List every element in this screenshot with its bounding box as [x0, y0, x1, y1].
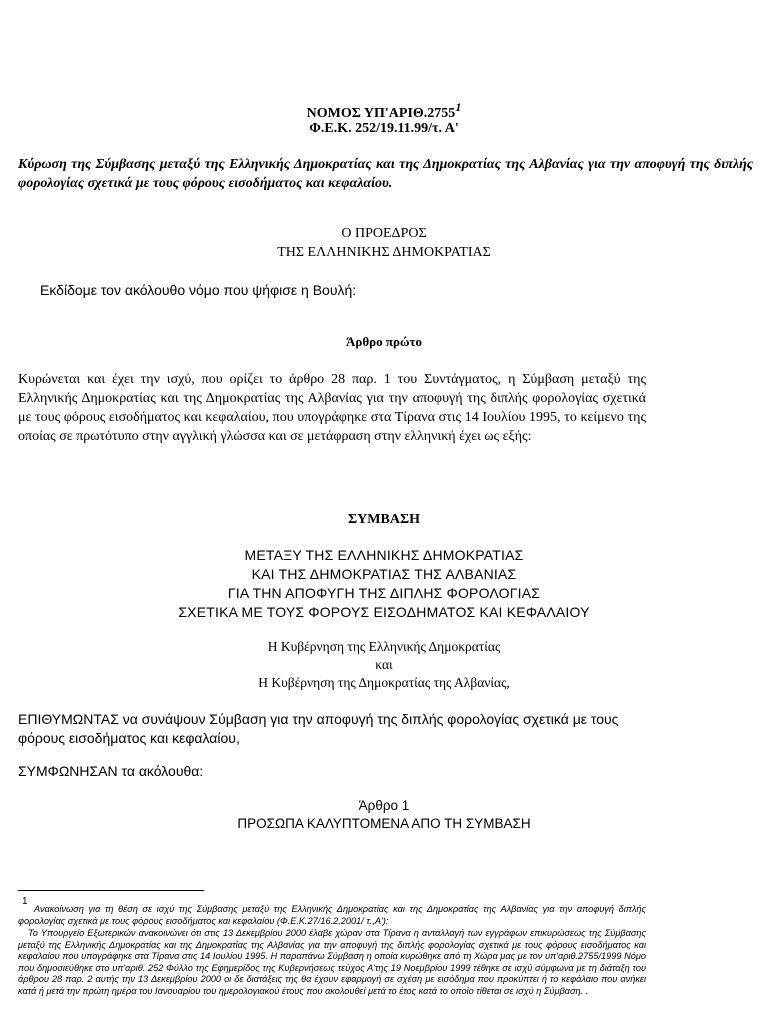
- conjunction-and: και: [375, 657, 393, 672]
- article-first-heading: Άρθρο πρώτο: [346, 334, 422, 349]
- convention-subtitle-line-1: ΜΕΤΑΞΥ ΤΗΣ ΕΛΛΗΝΙΚΗΣ ΔΗΜΟΚΡΑΤΙΑΣ: [244, 547, 524, 563]
- footnote-separator: [18, 890, 204, 891]
- footnote-line-1: Ανακοίνωση για τη θέση σε ισχύ της Σύμβασης μεταξύ της Ελληνικής Δημοκρατίας και της Δημοκρατίας της Αλβανίας για την αποφυγή διπλής φορολογίας σχετικά με τους φόρους εισοδήματος και κεφαλαίου (Φ.Ε.Κ.27/16.2.2001/ τ.,Α'):: [18, 904, 646, 926]
- law-title: [0, 100, 768, 122]
- law-subtitle: Κύρωση της Σύμβασης μεταξύ της Ελληνικής Δημοκρατίας και της Δημοκρατίας της Αλβανίας για την αποφυγή της διπλής φορολογίας σχετικά με τους φόρους εισοδήματος και κεφαλαίου.: [18, 157, 753, 191]
- government-greece: Η Κυβέρνηση της Ελληνικής Δημοκρατίας: [267, 639, 501, 654]
- footnote-number: 1: [22, 896, 28, 907]
- convention-subtitle-line-2: ΚΑΙ ΤΗΣ ΔΗΜΟΚΡΑΤΙΑΣ ΤΗΣ ΑΛΒΑΝΙΑΣ: [251, 566, 517, 582]
- promulgation-text: Εκδίδομε τον ακόλουθο νόμο που ψήφισε η Βουλή:: [40, 282, 357, 298]
- agreed-clause: ΣΥΜΦΩΝΗΣΑΝ τα ακόλουθα:: [18, 763, 204, 779]
- convention-subtitle-line-3: ΓΙΑ ΤΗΝ ΑΠΟΦΥΓΗ ΤΗΣ ΔΙΠΛΗΣ ΦΟΡΟΛΟΓΙΑΣ: [227, 585, 541, 601]
- convention-title: ΣΥΜΒΑΣΗ: [348, 512, 420, 527]
- law-title-text: ΝΟΜΟΣ ΥΠ'ΑΡΙΘ.2755: [306, 106, 456, 121]
- desiring-clause: ΕΠΙΘΥΜΩΝΤΑΣ να συνάψουν Σύμβαση για την αποφυγή της διπλής φορολογίας σχετικά με τους φόρους εισοδήματος και κεφαλαίου,: [18, 711, 619, 746]
- article-1-title: ΠΡΟΣΩΠΑ ΚΑΛΥΠΤΟΜΕΝΑ ΑΠΟ ΤΗ ΣΥΜΒΑΣΗ: [237, 816, 531, 831]
- footnote-body: Το Υπουργείο Εξωτερικών ανακοινώνει ότι στις 13 Δεκεμβρίου 2000 έλαβε χώραν στα Τίρανα η ανταλλαγή των εγγράφων επικυρώσεως της Σύμβασης μεταξύ της Ελληνικής Δημοκρατίας και της Δημοκρατίας της Αλβανίας για την αποφυγή της διπλής φορολογίας σχετικά με τους φόρους εισοδήματος και κεφαλαίου που υπογράφηκε στα Τίρανα στις 14 Ιουλίου 1995. Η παραπάνω Σύμβαση η οποία κυρώθηκε από τη Χώρα μας με τον υπ'αριθ.2755/1999 Νόμο που δημοσιεύθηκε στο υπ'αριθ. 252 Φύλλο της Εφημερίδος της Κυβερνήσεως τεύχος Α'της 19 Νοεμβρίου 1999 τέθηκε σε ισχύ σύμφωνα με τη διάταξη του άρθρου 28 παρ. 2 αυτής την 13 Δεκεμβρίου 2000 οι δε διατάξεις της θα έχουν εφαρμογή σε σχέση με εισόδημα που προκύπτει ή το κεφάλαιο που ανήκει κατά ή μετά την πρώτη ημέρα του Ιανουαρίου του ημερολογιακού έτους που ακολουθεί μετά το έτος κατά το οποίο τίθεται σε ισχύ η Σύμβαση. .: [18, 928, 646, 996]
- president-line-1: Ο ΠΡΟΕΔΡΟΣ: [341, 226, 427, 241]
- article-first-text: Κυρώνεται και έχει την ισχύ, που ορίζει το άρθρο 28 παρ. 1 του Συντάγματος, η Σύμβαση μεταξύ της Ελληνικής Δημοκρατίας και της Δημοκρατίας της Αλβανίας για την αποφυγή της διπλής φορολογίας σχετικά με τους φόρους εισοδήματος και κεφαλαίου, που υπογράφηκε στα Τίρανα στις 14 Ιουλίου 1995, το κείμενο της οποίας σε πρωτότυπο στην αγγλική γλώσσα και σε μετάφραση στην ελληνική έχει ως εξής:: [18, 372, 646, 444]
- gazette-reference: Φ.Ε.Κ. 252/19.11.99/τ. Α': [309, 121, 459, 136]
- president-line-2: ΤΗΣ ΕΛΛΗΝΙΚΗΣ ΔΗΜΟΚΡΑΤΙΑΣ: [277, 245, 491, 260]
- government-albania: Η Κυβέρνηση της Δημοκρατίας της Αλβανίας,: [258, 675, 510, 690]
- article-1-heading: Άρθρο 1: [358, 798, 410, 813]
- convention-subtitle-line-4: ΣΧΕΤΙΚΑ ΜΕ ΤΟΥΣ ΦΟΡΟΥΣ ΕΙΣΟΔΗΜΑΤΟΣ ΚΑΙ ΚΕΦΑΛΑΙΟΥ: [178, 604, 590, 620]
- footnote-reference[interactable]: 1: [455, 100, 462, 114]
